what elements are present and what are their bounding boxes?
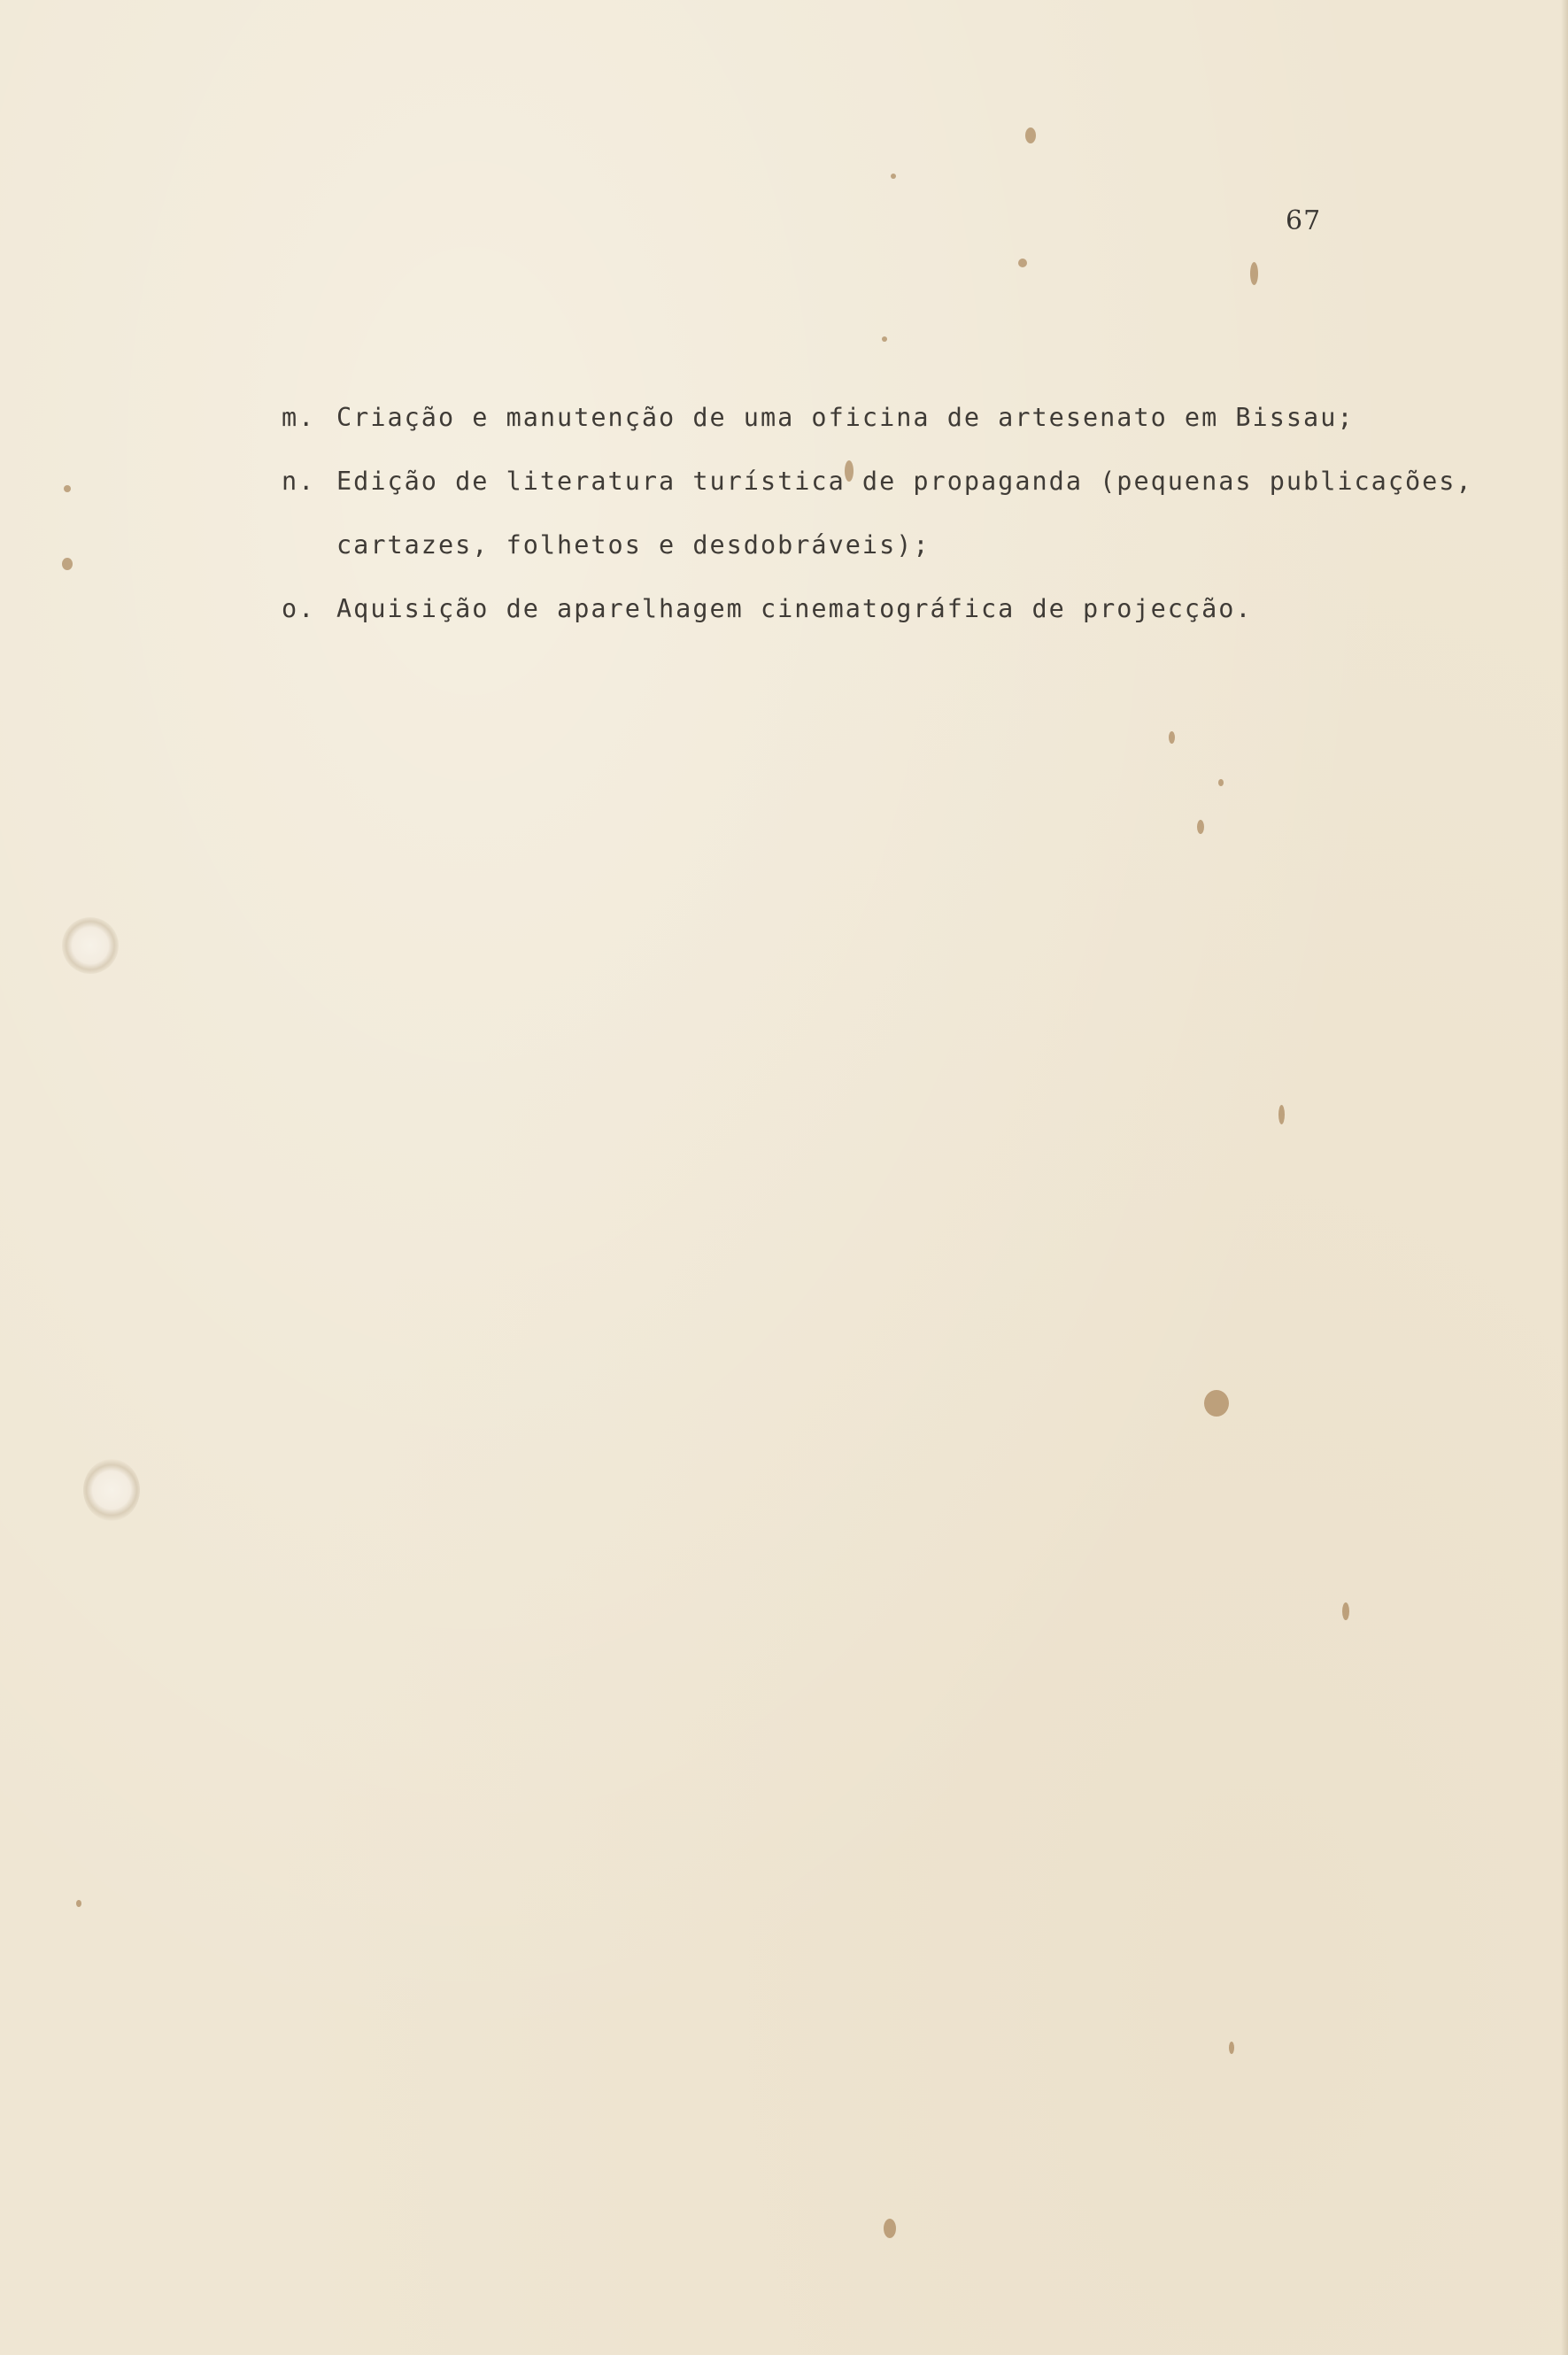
list-item-marker: m. (282, 403, 316, 432)
foxing-spot (1169, 731, 1175, 744)
binding-hole (62, 917, 119, 974)
foxing-spot (1197, 820, 1204, 834)
foxing-spot (884, 2219, 896, 2238)
list-item-marker: n. (282, 467, 316, 496)
foxing-spot (76, 1900, 81, 1907)
foxing-spot (1278, 1105, 1285, 1124)
foxing-spot (1025, 127, 1036, 143)
foxing-spot (882, 336, 887, 342)
list-item-text (336, 386, 1355, 450)
binding-hole (83, 1459, 140, 1521)
list-item-line: cartazes, folhetos e desdobráveis); (336, 530, 931, 560)
list-item-line: Aquisição de aparelhagem cinematográfica de projecção. (336, 594, 1253, 623)
foxing-spot (1218, 779, 1224, 786)
list-item-line: Criação e manutenção de uma oficina de artesenato em Bissau; (336, 403, 1355, 432)
foxing-spot (891, 174, 896, 179)
list-item (282, 386, 1521, 450)
list-item-marker: o. (282, 594, 316, 623)
foxing-spot (62, 558, 73, 570)
foxing-spot (1250, 262, 1258, 285)
list-item-text (336, 577, 1253, 641)
item-list (282, 386, 1521, 641)
list-item-text (336, 450, 1473, 577)
paper-edge-shadow (1561, 0, 1568, 2355)
foxing-spot (1204, 1390, 1229, 1417)
foxing-spot (64, 485, 71, 492)
foxing-spot (1342, 1602, 1349, 1620)
list-item-line: Edição de literatura turística de propaganda (pequenas publicações, (336, 467, 1473, 496)
page-number: 67 (1286, 205, 1322, 236)
foxing-spot (1018, 259, 1027, 267)
list-item (282, 450, 1521, 577)
list-item (282, 577, 1521, 641)
foxing-spot (1229, 2042, 1234, 2054)
